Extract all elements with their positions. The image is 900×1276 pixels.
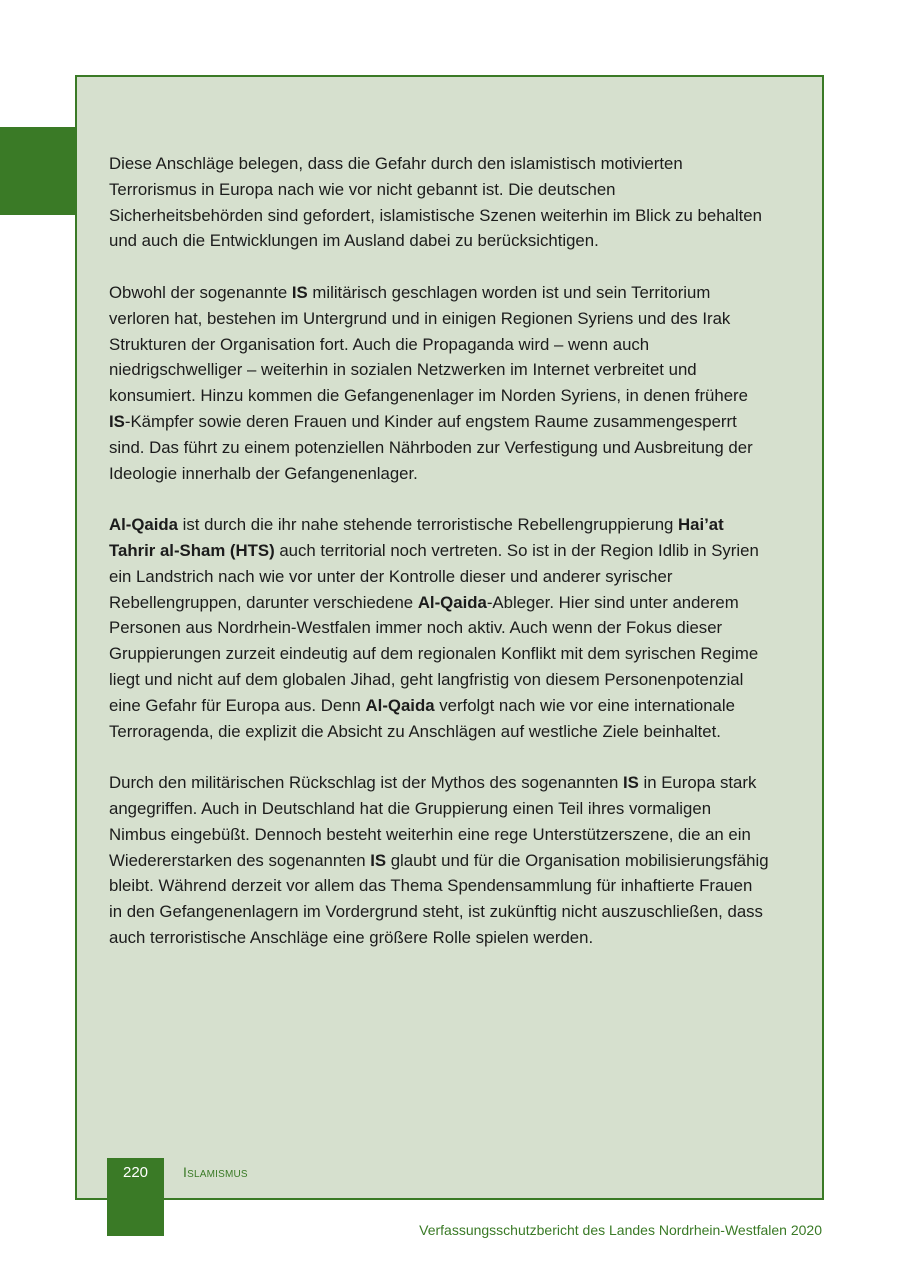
paragraph (109, 770, 769, 951)
bold-term: Al-Qaida (109, 515, 179, 535)
bold-term: Al-Qaida (365, 695, 435, 715)
text-run: auch territorial noch vertreten. So ist in der Region Idlib in Syrien ein Landstrich nach wie vor unter der Kontrolle dieser und anderer syrischer Rebellengruppen, darunter verschiedene (109, 540, 759, 612)
footer-title: Verfassungsschutzbericht des Landes Nordrhein-Westfalen 2020 (419, 1222, 822, 1238)
text-run: -Kämpfer sowie deren Frauen und Kinder auf engstem Raume zusammengesperrt sind. Das führt zu einem potenziellen Nährboden zur Verfestigung und Ausbreitung der Ideologie innerhalb der Gefangenenlager. (109, 411, 753, 483)
paragraph (109, 280, 769, 486)
bold-term: Hai’at Tahrir al-Sham (HTS) (109, 515, 724, 560)
bold-term: IS (291, 282, 308, 302)
text-run: militärisch geschlagen worden ist und sein Territorium verloren hat, bestehen im Untergrund und in einigen Regionen Syriens und des Irak Strukturen der Organisation fort. Auch die Propaganda wird – wenn auch niedrigschwelliger – weiterhin in sozialen Netzwerken im Internet verbreitet und konsumiert. Hinzu kommen die Gefangenenlager im Norden Syriens, in denen frühere (109, 282, 748, 406)
content-box (75, 75, 824, 1200)
bold-term: IS (622, 773, 639, 793)
text-run: glaubt und für die Organisation mobilisierungsfähig bleibt. Während derzeit vor allem das Thema Spendensammlung für inhaftierte Frauen in den Gefangenenlagern im Vordergrund steht, ist zukünftig nicht auszuschließen, dass auch terroristische Anschläge eine größere Rolle spielen werden. (109, 850, 769, 947)
text-run: Diese Anschläge belegen, dass die Gefahr durch den islamistisch motivierten Terrorismus in Europa nach wie vor nicht gebannt ist. Die deutschen Sicherheitsbehörden sind gefordert, islamistische Szenen weiterhin im Blick zu behalten und auch die Entwicklungen im Ausland dabei zu berücksichtigen. (109, 154, 762, 251)
bold-term: Al-Qaida (417, 592, 487, 612)
paragraph (109, 512, 769, 744)
text-run: verfolgt nach wie vor eine internationale Terroragenda, die explizit die Absicht zu Anschlägen auf westliche Ziele beinhaltet. (109, 695, 735, 741)
text-run: Durch den militärischen Rückschlag ist der Mythos des sogenannten (109, 773, 623, 793)
paragraph (109, 151, 769, 254)
text-run: ist durch die ihr nahe stehende terroristische Rebellengruppierung (178, 515, 679, 535)
bold-term: IS (370, 850, 387, 870)
text-run: -Ableger. Hier sind unter anderem Personen aus Nordrhein-Westfalen immer noch aktiv. Auch wenn der Fokus dieser Gruppierungen zurzeit eindeutig auf dem regionalen Konflikt mit dem syrischen Regime liegt und nicht auf dem globalen Jihad, geht langfristig von diesem Personenpotenzial eine Gefahr für Europa aus. Denn (109, 592, 759, 715)
page-number: 220 (107, 1158, 164, 1236)
text-run: in Europa stark angegriffen. Auch in Deutschland hat die Gruppierung einen Teil ihres vormaligen Nimbus eingebüßt. Dennoch besteht weiterhin eine rege Unterstützerszene, die an ein Wiedererstarken des sogenannten (109, 773, 757, 870)
section-title: Islamismus (183, 1164, 248, 1180)
bold-term: IS (109, 411, 125, 431)
text-run: Obwohl der sogenannte (109, 282, 292, 302)
body-text (109, 151, 769, 977)
side-accent-tab (0, 127, 76, 215)
